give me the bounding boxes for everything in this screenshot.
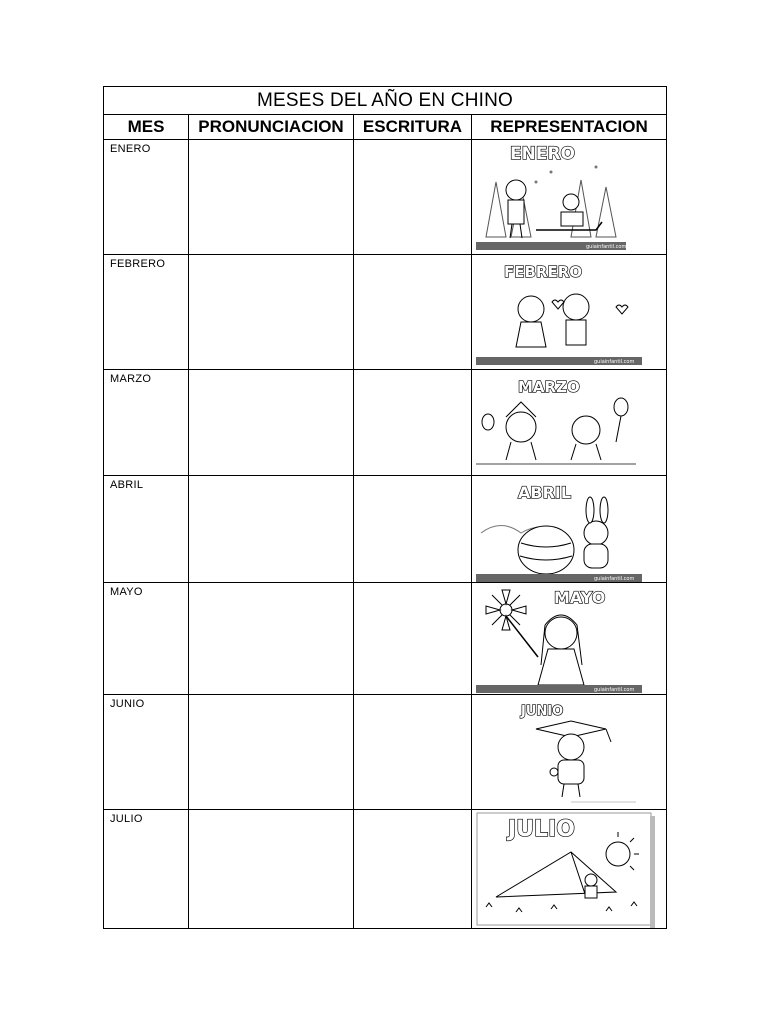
column-header-escritura: ESCRITURA bbox=[354, 115, 472, 140]
watermark: guiainfantil.com bbox=[594, 576, 635, 582]
julio-illustration bbox=[476, 812, 656, 928]
months-table bbox=[103, 86, 667, 929]
illustration-cell bbox=[472, 140, 667, 255]
column-header-representacion: REPRESENTACION bbox=[472, 115, 667, 140]
column-header-pronunciacion: PRONUNCIACION bbox=[189, 115, 354, 140]
table-row bbox=[104, 370, 667, 476]
table-row bbox=[104, 583, 667, 695]
pronunciation-cell[interactable] bbox=[189, 255, 354, 370]
febrero-illustration bbox=[476, 257, 642, 365]
month-label-julio: JULIO bbox=[104, 810, 189, 929]
table-row bbox=[104, 695, 667, 810]
pronunciation-cell[interactable] bbox=[189, 140, 354, 255]
writing-cell[interactable] bbox=[354, 255, 472, 370]
writing-cell[interactable] bbox=[354, 370, 472, 476]
mayo-illustration bbox=[476, 585, 642, 693]
month-label-enero: ENERO bbox=[104, 140, 189, 255]
month-label-febrero: FEBRERO bbox=[104, 255, 189, 370]
pronunciation-cell[interactable] bbox=[189, 476, 354, 583]
pronunciation-cell[interactable] bbox=[189, 583, 354, 695]
picture-label: JULIO bbox=[508, 817, 575, 842]
month-label-abril: ABRIL bbox=[104, 476, 189, 583]
illustration-cell bbox=[472, 810, 667, 929]
writing-cell[interactable] bbox=[354, 476, 472, 583]
picture-label: ABRIL bbox=[518, 483, 572, 502]
illustration-cell bbox=[472, 255, 667, 370]
illustration-cell bbox=[472, 476, 667, 583]
marzo-illustration bbox=[476, 372, 636, 472]
table-row bbox=[104, 255, 667, 370]
watermark: guiainfantil.com bbox=[586, 244, 626, 250]
writing-cell[interactable] bbox=[354, 810, 472, 929]
picture-label: FEBRERO bbox=[504, 263, 583, 281]
writing-cell[interactable] bbox=[354, 695, 472, 810]
table-row bbox=[104, 476, 667, 583]
month-label-mayo: MAYO bbox=[104, 583, 189, 695]
header-row bbox=[104, 115, 667, 140]
writing-cell[interactable] bbox=[354, 583, 472, 695]
illustration-cell bbox=[472, 583, 667, 695]
pronunciation-cell[interactable] bbox=[189, 370, 354, 476]
watermark: guiainfantil.com bbox=[594, 359, 635, 365]
column-header-mes: MES bbox=[104, 115, 189, 140]
picture-label: MAYO bbox=[554, 588, 606, 607]
pronunciation-cell[interactable] bbox=[189, 695, 354, 810]
pronunciation-cell[interactable] bbox=[189, 810, 354, 929]
picture-label: JUNIO bbox=[521, 704, 564, 719]
month-label-marzo: MARZO bbox=[104, 370, 189, 476]
abril-illustration bbox=[476, 478, 642, 582]
table-row bbox=[104, 140, 667, 255]
months-worksheet bbox=[103, 86, 666, 930]
writing-cell[interactable] bbox=[354, 140, 472, 255]
junio-illustration bbox=[476, 697, 646, 807]
enero-illustration bbox=[476, 142, 626, 250]
title-row bbox=[104, 87, 667, 115]
page-title: MESES DEL AÑO EN CHINO bbox=[104, 87, 667, 115]
watermark: guiainfantil.com bbox=[594, 687, 635, 693]
picture-label: MARZO bbox=[518, 378, 580, 396]
picture-label: ENERO bbox=[510, 144, 575, 164]
table-row bbox=[104, 810, 667, 929]
illustration-cell bbox=[472, 370, 667, 476]
month-label-junio: JUNIO bbox=[104, 695, 189, 810]
illustration-cell bbox=[472, 695, 667, 810]
